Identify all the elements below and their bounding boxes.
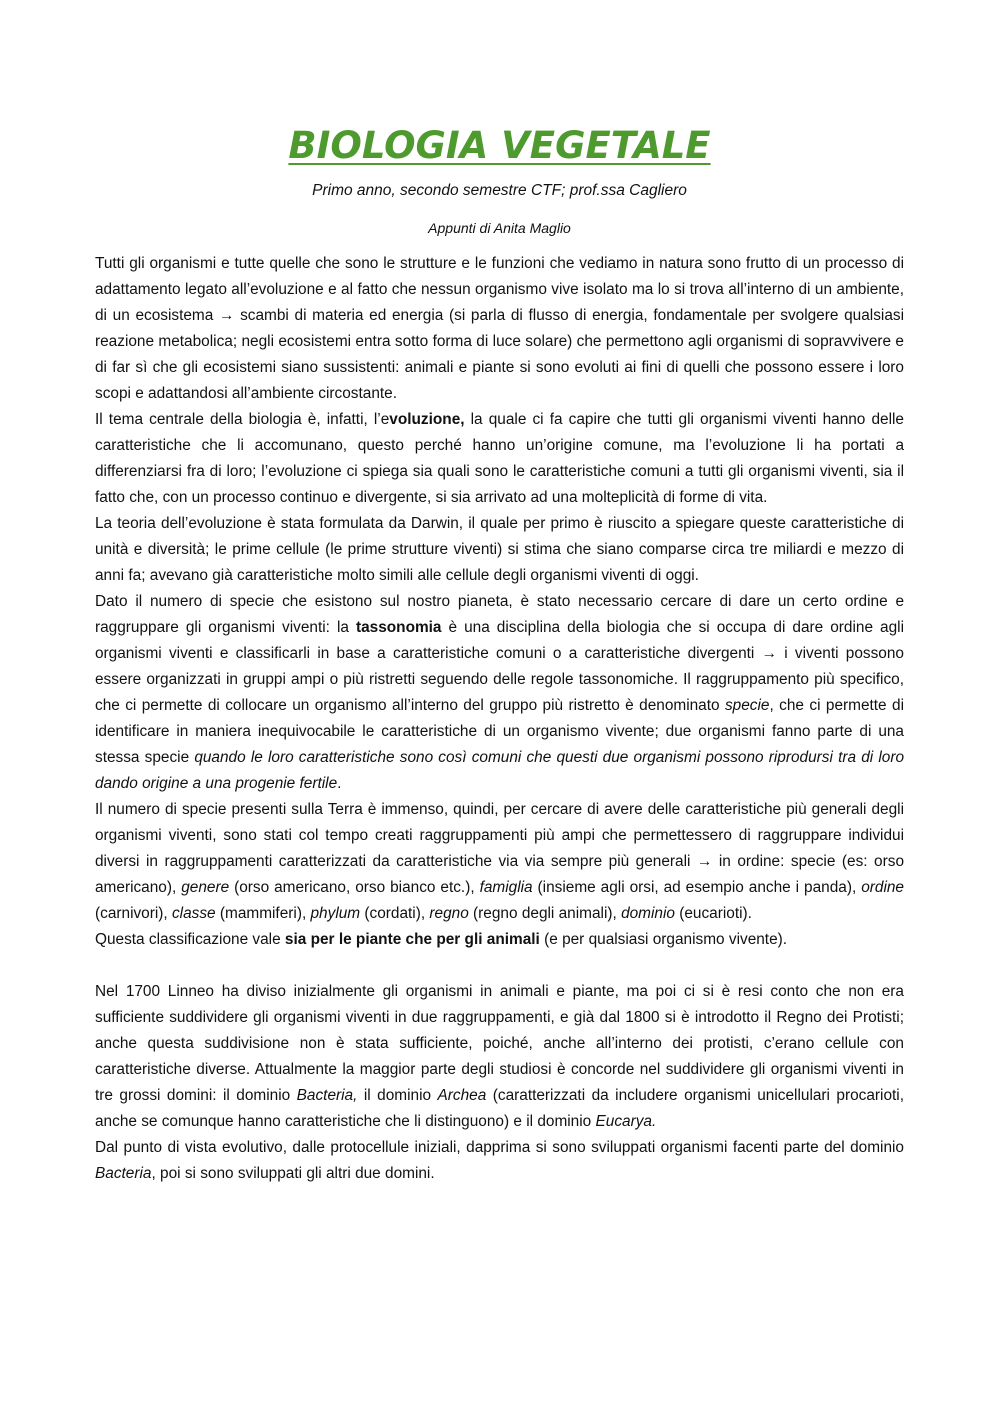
paragraph-7 [95,979,904,1135]
italic-term-classe: classe [171,905,216,922]
paragraph-2 [95,407,904,511]
text-run: (regno degli animali), [468,905,622,922]
paragraph-4 [95,589,904,797]
italic-term-bacteria: Bacteria, [296,1087,358,1104]
bold-term-tassonomia: tassonomia [355,619,442,636]
text-run: , che ci permette di identificare in maniera inequivocabile le caratteristiche di un organismo vivente; due organismi fanno parte di una stessa specie [95,697,904,766]
italic-term-specie: specie [724,697,770,714]
italic-term-dominio: dominio [621,905,675,922]
text-run: (orso americano, orso bianco etc.), [229,879,480,896]
text-run: il dominio [357,1087,438,1104]
text-run: , poi si sono sviluppati gli altri due domini. [151,1165,435,1182]
text-run: Il tema centrale della biologia è, infatti, l’e [95,411,390,428]
document-subtitle: Primo anno, secondo semestre CTF; prof.ssa Cagliero [312,182,687,199]
text-run: Questa classificazione vale [95,931,285,948]
document-body [95,251,904,1187]
italic-term-regno: regno [429,905,469,922]
text-run: . [337,775,342,792]
paragraph-6 [95,927,904,953]
text-run: (e per qualsiasi organismo vivente). [539,931,788,948]
text-run: è una disciplina della biologia che si occupa di dare ordine agli organismi viventi e classificarli in base a caratteristiche comuni o a caratteristiche divergenti → i viventi possono essere organizzati in gruppi ampi o più ristretti seguendo delle regole tassonomiche. Il raggruppamento più specifico, che ci permette di collocare un organismo all’interno del gruppo più ristretto è denominato [95,619,904,714]
document-title: BIOLOGIA VEGETALE [288,124,711,167]
document-author: Appunti di Anita Maglio [428,220,571,236]
document-page [95,120,904,1187]
text-run: (caratterizzati da includere organismi unicellulari procarioti, anche se comunque hanno caratteristiche che li distinguono) e il dominio [95,1087,904,1130]
text-run: (eucarioti). [674,905,752,922]
italic-term-archea: Archea [437,1087,487,1104]
text-run: Il numero di specie presenti sulla Terra è immenso, quindi, per cercare di avere delle caratteristiche più generali degli organismi viventi, sono stati col tempo creati raggruppamenti più ampi che permettessero di raggruppare individui diversi in raggruppamenti caratterizzati da caratteristiche via via sempre più generali → in ordine: specie (es: orso americano), [95,801,904,896]
paragraph-8 [95,1135,904,1187]
text-run: Dato il numero di specie che esistono sul nostro pianeta, è stato necessario cercare di dare un certo ordine e raggruppare gli organismi viventi: la [95,593,904,636]
text-run: la quale ci fa capire che tutti gli organismi viventi hanno delle caratteristiche che li accomunano, questo perché hanno un’origine comune, ma l’evoluzione li ha portati a differenziarsi fra di loro; l’evoluzione ci spiega sia quali sono le caratteristiche comuni a tutti gli organismi viventi, sia il fatto che, con un processo continuo e divergente, si sia arrivato ad una molteplicità di forme di vita. [95,411,904,506]
text-run: Dal punto di vista evolutivo, dalle protocellule iniziali, dapprima si sono sviluppati organismi facenti parte del dominio [95,1139,904,1156]
paragraph-3: La teoria dell’evoluzione è stata formulata da Darwin, il quale per primo è riuscito a spiegare queste caratteristiche di unità e diversità; le prime cellule (le prime strutture viventi) si stima che siano comparse circa tre miliardi e mezzo di anni fa; avevano già caratteristiche molto simili alle cellule degli organismi viventi di oggi. [95,515,904,584]
text-run: (carnivori), [95,905,172,922]
paragraph-1: Tutti gli organismi e tutte quelle che sono le strutture e le funzioni che vediamo in natura sono frutto di un processo di adattamento legato all’evoluzione e al fatto che nessun organismo vive isolato ma lo si trova all’interno di un ambiente, di un ecosistema → scambi di materia ed energia (si parla di flusso di energia, fondamentale per svolgere qualsiasi reazione metabolica; negli ecosistemi entra sotto forma di luce solare) che permettono agli organismi di sopravvivere e di far sì che gli ecosistemi siano sussistenti: animali e piante si sono evoluti ai fini di quelli che possono essere i loro scopi e adattandosi all’ambiente circostante. [95,255,904,402]
italic-definition: quando le loro caratteristiche sono così comuni che questi due organismi possono riprodursi tra di loro dando origine a una progenie fertile [95,749,905,792]
text-run: (insieme agli orsi, ad esempio anche i panda), [532,879,862,896]
italic-term-bacteria: Bacteria [95,1165,152,1182]
text-run: (mammiferi), [215,905,311,922]
bold-phrase: sia per le piante che per gli animali [284,931,540,948]
italic-term-eucarya: Eucarya. [595,1113,657,1130]
text-run: (cordati), [360,905,430,922]
italic-term-ordine: ordine [861,879,904,896]
paragraph-5 [95,797,904,927]
italic-term-genere: genere [181,879,230,896]
italic-term-famiglia: famiglia [479,879,533,896]
bold-term-evoluzione: voluzione, [389,411,465,428]
text-run: Nel 1700 Linneo ha diviso inizialmente gli organismi in animali e piante, ma poi ci si è resi conto che non era sufficiente suddividere gli organismi viventi in due raggruppamenti, e già dal 1800 si è introdotto il Regno dei Protisti; anche questa suddivisione non è stata sufficiente, poiché, anche all’interno dei protisti, c’erano cellule con caratteristiche diverse. Attualmente la maggior parte degli studiosi è concorde nel suddividere gli organismi viventi in tre grossi domini: il dominio [95,983,904,1104]
italic-term-phylum: phylum [310,905,361,922]
